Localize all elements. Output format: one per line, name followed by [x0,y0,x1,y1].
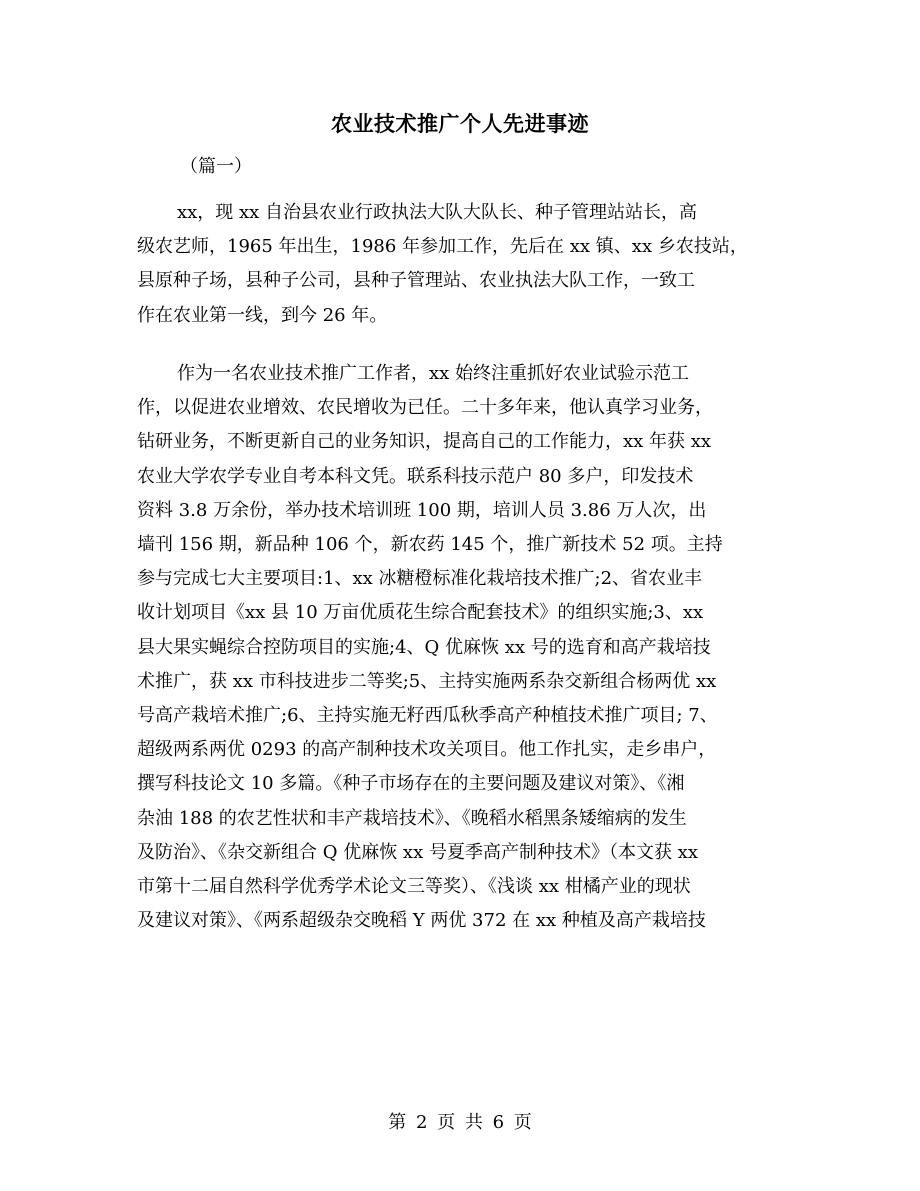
section-label: （篇一） [180,156,252,177]
paragraph-line: 作在农业第一线，到今 26 年。 [137,304,388,326]
paragraph-line: 市第十二届自然科学优秀学术论文三等奖）、《浅谈 xx 柑橘产业的现状 [137,876,691,897]
paragraph-line: 墙刊 156 期，新品种 106 个，新农药 145 个，推广新技术 52 项。主持 [137,534,723,555]
paragraph-line: 超级两系两优 0293 的高产制种技术攻关项目。他工作扎实，走乡串户， [137,739,717,761]
paragraph-line: 杂油 188 的农艺性状和丰产栽培技术》、《晚稻水稻黑条矮缩病的发生 [137,807,687,829]
paragraph-line: 参与完成七大主要项目:1、xx 冰糖橙标准化栽培技术推广;2、省农业丰 [137,568,703,590]
paragraph-line: 县大果实蝇综合控防项目的实施;4、Q 优麻恢 xx 号的选育和高产栽培技 [137,636,711,658]
paragraph-line: 术推广，获 xx 市科技进步二等奖;5、主持实施两系杂交新组合杨两优 xx [137,670,717,692]
paragraph-line: 农业大学农学专业自考本科文凭。联系科技示范户 80 多户，印发技术 [137,465,694,487]
paragraph-line: 收计划项目《xx 县 10 万亩优质花生综合配套技术》的组织实施;3、xx [137,602,704,624]
document-title: 农业技术推广个人先进事迹 [331,111,589,136]
paragraph-line: 作，以促进农业增效、农民增收为已任。二十多年来，他认真学习业务， [137,397,713,419]
paragraph-line: 钻研业务，不断更新自己的业务知识，提高自己的工作能力，xx 年获 xx [137,431,712,453]
paragraph-line: xx，现 xx 自治县农业行政执法大队大队长、种子管理站站长，高 [177,202,698,223]
paragraph-line: 及防治》、《杂交新组合 Q 优麻恢 xx 号夏季高产制种技术》（本文获 xx [137,841,698,863]
paragraph-line: 撰写科技论文 10 多篇。《种子市场存在的主要问题及建议对策》、《湘 [137,773,685,795]
paragraph-line: 号高产栽培术推广;6、主持实施无籽西瓜秋季高产种植技术推广项目; 7、 [137,705,718,726]
page-footer: 第 2 页 共 6 页 [388,1112,532,1133]
paragraph-line: 作为一名农业技术推广工作者，xx 始终注重抓好农业试验示范工 [177,363,690,384]
paragraph-line: 及建议对策》、《两系超级杂交晚稻 Y 两优 372 在 xx 种植及高产栽培技 [137,910,706,932]
paragraph-line: 县原种子场，县种子公司，县种子管理站、农业执法大队工作，一致工 [137,270,695,292]
paragraph-line: 资料 3.8 万余份，举办技术培训班 100 期，培训人员 3.86 万人次，出 [137,499,707,521]
paragraph-line: 级农艺师，1965 年出生，1986 年参加工作，先后在 xx 镇、xx 乡农技站， [137,236,748,258]
